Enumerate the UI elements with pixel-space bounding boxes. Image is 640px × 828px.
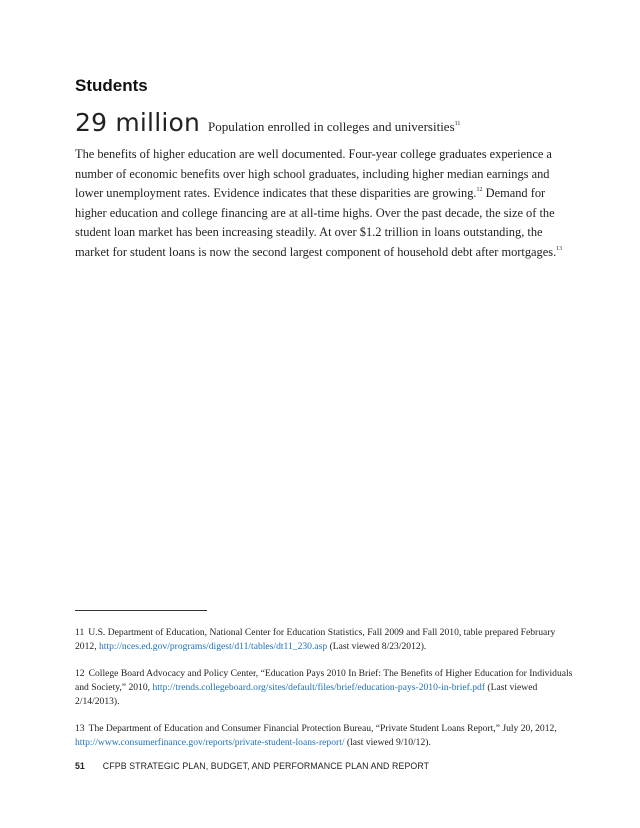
footnote-number: 13: [75, 723, 85, 734]
page-number: 51: [75, 761, 85, 771]
footnote-divider: [75, 610, 207, 611]
section-heading: Students: [75, 76, 148, 95]
body-text-part1: The benefits of higher education are well documented. Four-year college graduates experience a number of economic benefits over high school graduates, including higher median earnings and lower unemployment rates. Evidence indicates that these disparities are growing.: [75, 147, 552, 200]
footnote-ref-11[interactable]: 11: [454, 121, 461, 127]
page-footer: [75, 761, 429, 771]
footnote-link[interactable]: http://www.consumerfinance.gov/reports/private-student-loans-report/: [75, 737, 345, 748]
body-paragraph: [75, 145, 575, 262]
body-text-part2: Demand for higher education and college financing are at all-time highs. Over the past decade, the size of the student loan market has been increasing steadily. At over $1.2 trillion in loans outstanding, the market for student loans is now the second largest component of household debt after mortgages.: [75, 186, 557, 259]
footnote-item: [75, 722, 575, 750]
footnote-link[interactable]: http://trends.collegeboard.org/sites/default/files/brief/education-pays-2010-in-brief.pdf: [152, 682, 486, 693]
stat-callout: [75, 108, 460, 137]
footnote-text: College Board Advocacy and Policy Center, “Education Pays 2010 In Brief: The Benefits of Higher Education for Individuals and Society,” 2010,: [75, 668, 573, 693]
footnote-after: (last viewed 9/10/12).: [344, 737, 431, 748]
footnote-link[interactable]: http://nces.ed.gov/programs/digest/d11/tables/dt11_230.asp: [98, 641, 328, 652]
footnote-text: U.S. Department of Education, National Center for Education Statistics, Fall 2009 and Fall 2010, table prepared February 2012,: [75, 627, 556, 652]
stat-caption: [208, 119, 460, 134]
footnote-ref-13[interactable]: 13: [556, 245, 563, 252]
footnote-after: (Last viewed 2/14/2013).: [75, 682, 538, 707]
stat-caption-text: Population enrolled in colleges and universities: [208, 119, 455, 134]
stat-number: 29 million: [75, 108, 201, 137]
footnote-number: 12: [75, 668, 85, 679]
footnote-item: [75, 626, 575, 654]
document-page: [75, 0, 575, 828]
footer-title: CFPB STRATEGIC PLAN, BUDGET, AND PERFORMANCE PLAN AND REPORT: [102, 761, 430, 771]
footnote-after: (Last viewed 8/23/2012).: [327, 641, 427, 652]
footnote-number: 11: [75, 627, 85, 638]
footnote-ref-12[interactable]: 12: [476, 187, 483, 193]
footnotes-list: [75, 626, 575, 763]
footnote-item: [75, 667, 575, 709]
footnote-text: The Department of Education and Consumer Financial Protection Bureau, “Private Student Loans Report,” July 20, 2012,: [88, 723, 557, 734]
